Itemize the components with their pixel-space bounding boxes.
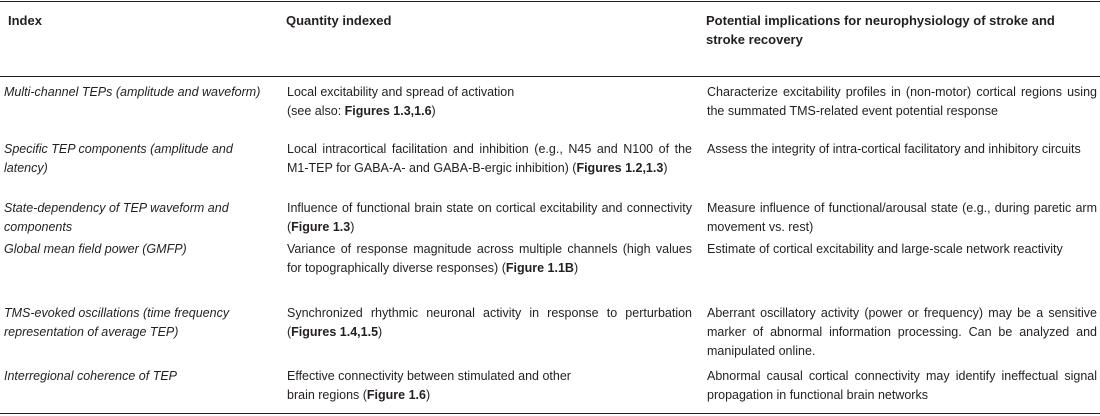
quantity-text: brain regions ( <box>287 388 367 402</box>
cell-implications: Characterize excitability profiles in (non-motor) cortical regions using the summated TMS-related event potential response <box>707 85 1097 118</box>
cell-index: Global mean field power (GMFP) <box>4 242 187 256</box>
figure-reference: Figures 1.4,1.5 <box>291 325 379 339</box>
header-rule <box>0 76 1100 77</box>
table-bottom-rule <box>0 413 1100 414</box>
cell-index: Multi-channel TEPs (amplitude and waveform) <box>4 85 261 99</box>
figure-reference: Figures 1.3,1.6 <box>344 104 432 118</box>
cell-implications: Abnormal causal cortical connectivity may identify ineffectual signal propagation in functional brain networks <box>707 369 1097 402</box>
cell-implications: Assess the integrity of intra-cortical facilitatory and inhibitory circuits <box>707 142 1081 156</box>
cell-implications: Aberrant oscillatory activity (power or frequency) may be a sensitive marker of abnormal information processing. Can be analyzed and manipulated online. <box>707 306 1097 358</box>
cell-quantity <box>287 304 692 342</box>
figure-reference: Figures 1.2,1.3 <box>576 161 664 175</box>
quantity-text: (see also: <box>287 104 345 118</box>
header-implications: Potential implications for neurophysiology of stroke and stroke recovery <box>706 13 1055 47</box>
table-top-rule <box>0 1 1100 2</box>
quantity-text: Local excitability and spread of activation <box>287 85 515 99</box>
quantity-text: ) <box>663 161 668 175</box>
cell-index: TMS-evoked oscillations (time frequency representation of average TEP) <box>4 306 230 339</box>
cell-quantity <box>287 367 692 405</box>
quantity-text: ) <box>425 388 431 402</box>
header-quantity: Quantity indexed <box>286 13 392 28</box>
cell-index: Specific TEP components (amplitude and latency) <box>4 142 233 175</box>
quantity-text: Local intracortical facilitation and inhibition (e.g., N45 and N100 of the M1-TEP for GABA-A- and GABA-B-ergic inhibition) ( <box>287 142 692 175</box>
figure-reference: Figure 1.3 <box>291 220 351 234</box>
cell-index: Interregional coherence of TEP <box>4 369 178 383</box>
quantity-text: Effective connectivity between stimulated and other <box>287 369 571 383</box>
cell-quantity <box>287 240 692 278</box>
header-index: Index <box>8 13 42 28</box>
quantity-text: Variance of response magnitude across multiple channels (high values for topographically diverse responses) ( <box>287 242 692 275</box>
cell-index: State-dependency of TEP waveform and components <box>4 201 229 234</box>
figure-reference: Figure 1.6 <box>366 388 426 402</box>
quantity-text: ) <box>350 220 355 234</box>
quantity-text: ) <box>573 261 579 275</box>
cell-quantity <box>287 199 692 237</box>
quantity-text: Synchronized rhythmic neuronal activity in response to perturbation ( <box>287 306 692 339</box>
cell-quantity <box>287 140 692 178</box>
quantity-text: Influence of functional brain state on cortical excitability and connectivity ( <box>287 201 692 234</box>
cell-quantity <box>287 83 692 121</box>
figure-reference: Figure 1.1B <box>505 261 574 275</box>
cell-implications: Measure influence of functional/arousal state (e.g., during paretic arm movement vs. rest) <box>707 201 1097 234</box>
quantity-text: ) <box>431 104 436 118</box>
cell-implications: Estimate of cortical excitability and large-scale network reactivity <box>707 242 1063 256</box>
quantity-text: ) <box>378 325 383 339</box>
